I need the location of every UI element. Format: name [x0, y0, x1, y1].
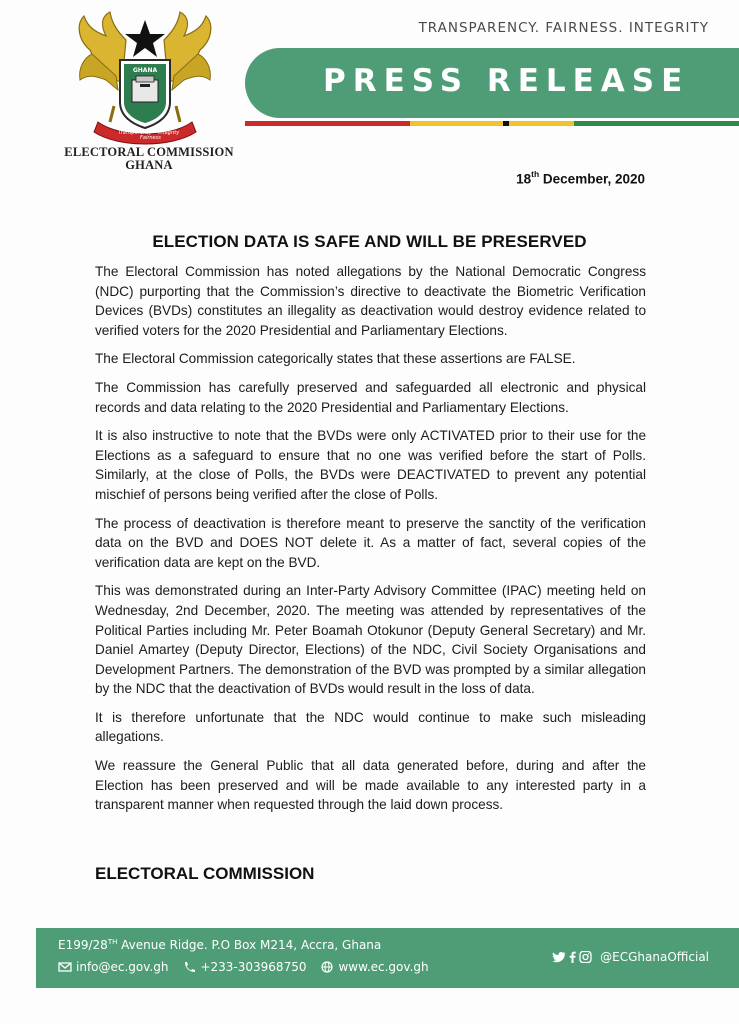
flag-stripes — [245, 121, 739, 126]
paragraph: The Electoral Commission categorically states that these assertions are FALSE. — [95, 351, 576, 367]
green-stripe — [574, 121, 739, 126]
paragraph: The process of deactivation is therefore meant to preserve the sanctity of the verification data on the BVD and DOES NOT delete it. As a matter of fact, several copies of the verification data are kept on the BVD. — [95, 515, 646, 570]
gold-stripe — [410, 121, 575, 126]
date-suffix: th — [531, 169, 540, 179]
phone-icon — [182, 961, 196, 973]
release-body — [95, 262, 646, 824]
date-rest: December, 2020 — [542, 171, 645, 187]
black-star-marker — [503, 121, 509, 126]
phone-text: +233-303968750 — [200, 960, 307, 974]
paragraph: It is also instructive to note that the BVDs were only ACTIVATED prior to their use for the Elections as a safeguard to ensure that no one was verified before the start of Polls. Similarly, at the close of Polls, the BVDs were DEACTIVATED to prevent any potential mischief of persons being verified after the close of Polls. — [95, 428, 646, 502]
facebook-icon — [568, 951, 577, 963]
address-part: E199/28 — [58, 938, 108, 952]
phone-contact[interactable] — [182, 960, 306, 974]
mail-icon — [58, 961, 72, 973]
signature: ELECTORAL COMMISSION — [95, 864, 315, 883]
address-sup: TH — [107, 938, 118, 946]
instagram-icon — [579, 951, 592, 963]
paragraph: This was demonstrated during an Inter-Party Advisory Committee (IPAC) meeting held on Wednesday, 2nd December, 2020. The meeting was attended by representatives of the Political Parties including Mr. Peter Boamah Otokunor (Deputy General Secretary) and Mr. Daniel Amartey (Deputy Director, Elections) of the NDC, Civil Society Organisations and Development Partners. The demonstration of the BVD was prompted by a similar allegation by the NDC that the deactivation of BVDs would result in the loss of data. — [95, 583, 646, 697]
tagline: TRANSPARENCY. FAIRNESS. INTEGRITY — [418, 20, 709, 36]
paragraph: We reassure the General Public that all data generated before, during and after the Election has been preserved and will be made available to any interested party in a transparent manner when requested through the laid down process. — [95, 758, 646, 813]
globe-icon — [320, 961, 334, 973]
footer-contacts — [58, 960, 443, 974]
headline: ELECTION DATA IS SAFE AND WILL BE PRESERVED — [152, 232, 587, 251]
svg-text:GHANA: GHANA — [132, 67, 158, 74]
paragraph: It is therefore unfortunate that the NDC would continue to make such misleading allegations. — [95, 709, 646, 745]
coat-of-arms-icon — [70, 10, 220, 150]
footer-social[interactable] — [552, 950, 709, 964]
org-name-line1: ELECTORAL COMMISSION — [64, 145, 234, 159]
org-name-line2: GHANA — [125, 158, 173, 172]
footer — [36, 928, 739, 988]
svg-text:Fairness: Fairness — [140, 135, 161, 141]
footer-address — [58, 938, 381, 952]
banner-title: PRESS RELEASE — [323, 63, 690, 99]
website-text: www.ec.gov.gh — [338, 960, 429, 974]
email-text: info@ec.gov.gh — [76, 960, 169, 974]
address-part: Avenue Ridge. P.O Box M214, Accra, Ghana — [117, 938, 382, 952]
email-contact[interactable] — [58, 960, 168, 974]
twitter-icon — [552, 951, 566, 963]
date-day: 18 — [516, 171, 532, 187]
paragraph: The Electoral Commission has noted allegations by the National Democratic Congress (NDC) purporting that the Commission’s directive to deactivate the Biometric Verification Devices (BVDs) constitutes an illegality as deactivation would destroy evidence related to verified voters for the 2020 Presidential and Parliamentary Elections. — [95, 264, 646, 338]
paragraph: The Commission has carefully preserved and safeguarded all electronic and physical records and data relating to the 2020 Presidential and Parliamentary Elections. — [95, 379, 646, 415]
social-handle: @ECGhanaOfficial — [600, 950, 709, 964]
release-date — [516, 170, 645, 187]
logo-block — [58, 10, 248, 180]
svg-text:Integrity: Integrity — [158, 130, 180, 136]
red-stripe — [245, 121, 410, 126]
social-icons — [552, 951, 594, 963]
press-release-banner — [245, 48, 739, 118]
website-contact[interactable] — [320, 960, 428, 974]
svg-text:Transparency: Transparency — [118, 130, 152, 136]
organisation-name — [58, 146, 240, 172]
